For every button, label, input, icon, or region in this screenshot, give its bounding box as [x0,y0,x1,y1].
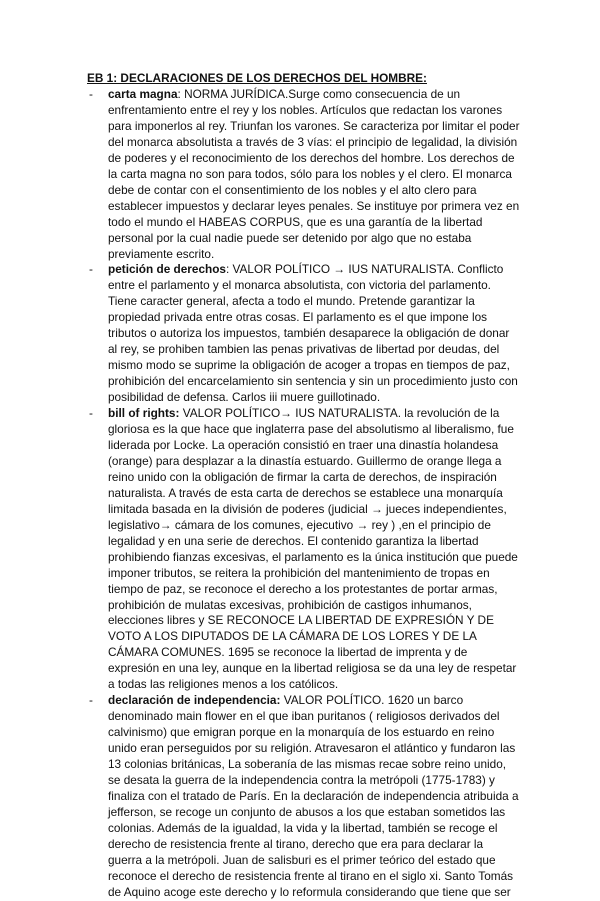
item-body: Surge como consecuencia de un enfrentamiento entre el rey y los nobles. Artículos que redactan los varones para imponerlos al rey. Triunfan los varones. Se caracteriza por limitar el poder del monarca absolutista a través de 3 vías: el principio de legalidad, la división de poderes y el reconocimiento de los derechos del hombre. Los derechos de la carta magna no son para todos, sólo para los nobles y el clero. El monarca debe de contar con el consentimiento de los nobles y el alto clero para establecer impuestos y declarar leyes penales. Se instituye por primera vez en todo el mundo el HABEAS CORPUS, que es una garantía de la libertad personal por la cual nadie puede ser detenido por algo que no estaba previamente escrito. [108,87,520,261]
list-item-carta-magna [0,87,600,262]
item-body: la revolución de la gloriosa es la que hace que inglaterra pase del absolutismo al liberalismo, fue liderada por Locke. La operación consistió en traer una dinastía holandesa (orange) para desplazar a la dinastía estuardo. Guillermo de orange llega a reino unido con la obligación de firmar la carta de derechos, de inspiración naturalista. A través de esta carta de derechos se establece una monarquía limitada basada en la división de poderes (judicial → jueces independientes, legislativo→ cámara de los comunes, ejecutivo → rey ) ,en el principio de legalidad y en una serie de derechos. El contenido garantiza la libertad prohibiendo fianzas excesivas, el parlamento es la única institución que puede imponer tributos, se reitera la prohibición del mantenimiento de tropas en tiempo de paz, se reconoce el derecho a los protestantes de portar armas, prohibición de mulatas excesivas, prohibición de castigos inhumanos, elecciones libres y SE RECONOCE LA LIBERTAD DE EXPRESIÓN Y DE VOTO A LOS DIPUTADOS DE LA CÁMARA DE LOS LORES Y DE LA CÁMARA COMUNES. 1695 se reconoce la libertad de imprenta y de expresión en una ley, aunque en la libertad religiosa se da una ley de respetar a todas las religiones menos a los católicos. [108,406,518,692]
bullet-dash: - [89,87,93,101]
list-item-bill-of-rights [0,406,600,693]
item-body: 1620 un barco denominado main flower en el que iban puritanos ( religiosos derivados del calvinismo) que emigran porque en la monarquía de los estuardo en reino unido eran perseguidos por su religión. Atravesaron el atlántico y fundaron las 13 colonias británicas, La soberanía de las mismas recae sobre reino unido, se desata la guerra de la independencia contra la metrópoli (1775-1783) y finaliza con el tratado de París. En la declaración de independencia atribuida a jefferson, se recoge un conjunto de abusos a los que estaban sometidos las colonias. Además de la igualdad, la vida y la libertad, también se recoge el derecho de resistencia frente al tirano, derecho que era para declarar la guerra a la metrópoli. Juan de salisburi es el primer teórico del estado que reconoce el derecho de resistencia frente al tirano en el siglo xi. Santo Tomás de Aquino acoge este derecho y lo reformula considerando que tiene que ser [108,693,519,899]
item-tag: VALOR POLÍTICO→ IUS NATURALISTA. [179,406,401,421]
item-tag: VALOR POLÍTICO. [280,693,385,708]
bullet-dash: - [89,262,93,277]
item-title: bill of rights: [108,406,180,421]
rights-list [0,87,600,901]
item-title: carta magna [108,87,178,101]
item-text [108,87,520,262]
item-text [108,406,520,693]
item-body: Conflicto entre el parlamento y el monarca absolutista, con victoria del parlamento. Tiene caracter general, afecta a todo el mundo. Pretende garantizar la propiedad privada entre otras cosas. El parlamento es el que impone los tributos o autoriza los impuestos, también desaparece la obligación de donar al rey, se prohiben tambien las penas privativas de libertad por deudas, del mismo modo se suprime la obligación de acoger a tropas en tiempos de paz, prohibición del encarcelamiento sin sentencia y sin un procedimiento justo con posibilidad de defensa. Carlos iii muere guillotinado. [108,262,518,405]
bullet-dash: - [89,693,93,708]
document-heading: EB 1: DECLARACIONES DE LOS DERECHOS DEL HOMBRE: [87,71,427,85]
item-text [108,693,520,900]
item-tag: : NORMA JURÍDICA. [177,87,289,101]
bullet-dash: - [89,406,93,421]
list-item-declaracion-de-independencia [0,693,600,900]
item-tag: : VALOR POLÍTICO → IUS NATURALISTA. [226,262,455,277]
list-item-peticion-de-derechos [0,262,600,406]
item-title: petición de derechos [108,262,226,277]
item-text [108,262,520,406]
item-title: declaración de independencia: [108,693,281,708]
